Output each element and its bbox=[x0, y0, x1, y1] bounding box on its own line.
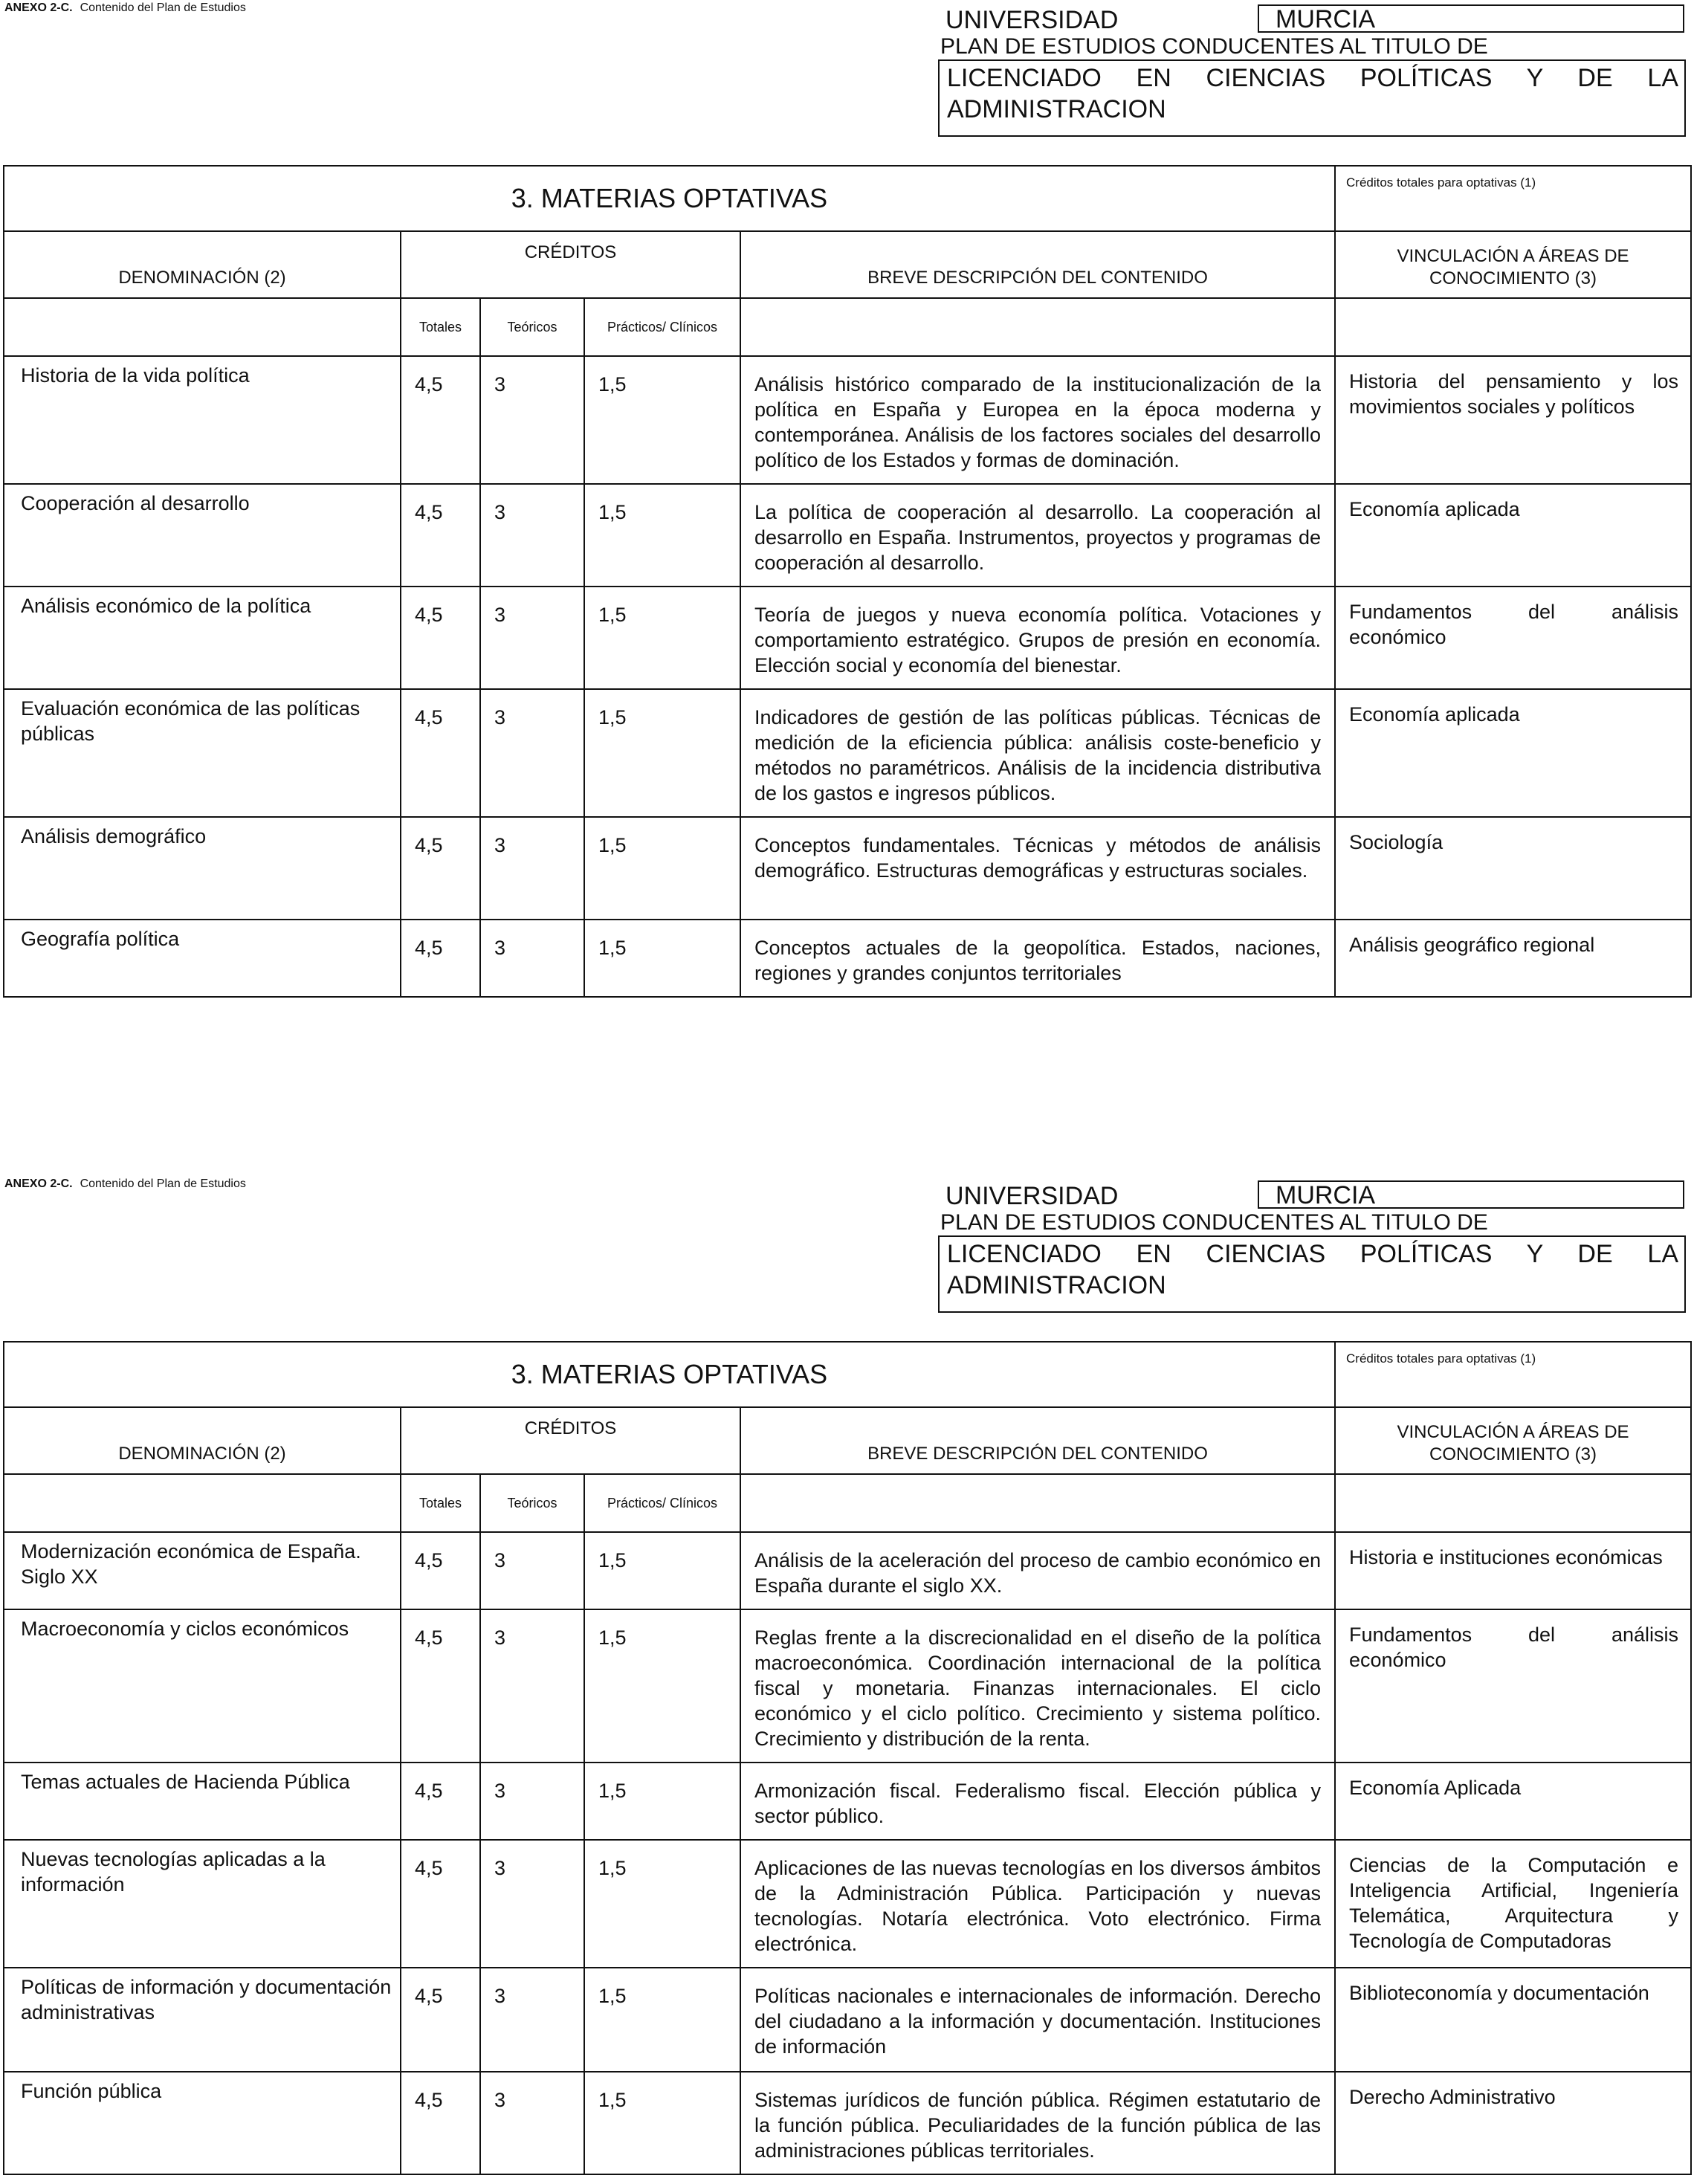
table-title: 3. MATERIAS OPTATIVAS bbox=[4, 166, 1335, 231]
cell-descripcion: Análisis de la aceleración del proceso de cambio económico en España durante el siglo XX. bbox=[740, 1532, 1335, 1609]
cell-practicos: 1,5 bbox=[584, 1532, 740, 1609]
col-header-creditos: CRÉDITOS bbox=[401, 231, 740, 298]
cell-teoricos: 3 bbox=[480, 1609, 584, 1763]
cell-practicos: 1,5 bbox=[584, 1609, 740, 1763]
cell-vinculacion: Sociología bbox=[1335, 817, 1691, 920]
subheader-practicos: Prácticos/ Clínicos bbox=[584, 1474, 740, 1532]
cell-practicos: 1,5 bbox=[584, 2072, 740, 2174]
materias-table bbox=[3, 1341, 1692, 2175]
table-row bbox=[4, 1840, 1691, 1968]
cell-totales: 4,5 bbox=[401, 1609, 480, 1763]
cell-vinculacion: Fundamentos del análisis económico bbox=[1335, 1609, 1691, 1763]
cell-teoricos: 3 bbox=[480, 689, 584, 817]
plan-label: PLAN DE ESTUDIOS CONDUCENTES AL TITULO DE bbox=[940, 1210, 1488, 1235]
cell-totales: 4,5 bbox=[401, 817, 480, 920]
cell-vinculacion: Biblioteconomía y documentación bbox=[1335, 1968, 1691, 2072]
subheader-blank bbox=[4, 1474, 401, 1532]
cell-teoricos: 3 bbox=[480, 587, 584, 689]
cell-vinculacion: Economía aplicada bbox=[1335, 484, 1691, 587]
cell-practicos: 1,5 bbox=[584, 484, 740, 587]
annex-header bbox=[4, 1, 246, 15]
table-row bbox=[4, 1609, 1691, 1763]
cell-descripcion: Conceptos actuales de la geopolítica. Estados, naciones, regiones y grandes conjuntos territoriales bbox=[740, 920, 1335, 997]
cell-denominacion: Modernización económica de España. Siglo XX bbox=[4, 1532, 401, 1609]
table-row bbox=[4, 1763, 1691, 1840]
cell-vinculacion: Economía Aplicada bbox=[1335, 1763, 1691, 1840]
cell-practicos: 1,5 bbox=[584, 689, 740, 817]
cell-teoricos: 3 bbox=[480, 817, 584, 920]
col-header-denominacion: DENOMINACIÓN (2) bbox=[4, 231, 401, 298]
col-header-descripcion: BREVE DESCRIPCIÓN DEL CONTENIDO bbox=[740, 231, 1335, 298]
col-header-creditos: CRÉDITOS bbox=[401, 1407, 740, 1474]
cell-descripcion: Teoría de juegos y nueva economía política. Votaciones y comportamiento estratégico. Grupos de presión en economía. Elección social y economía del bienestar. bbox=[740, 587, 1335, 689]
universidad-label: UNIVERSIDAD bbox=[945, 6, 1119, 34]
universidad-label: UNIVERSIDAD bbox=[945, 1182, 1119, 1210]
cell-practicos: 1,5 bbox=[584, 1968, 740, 2072]
materias-table bbox=[3, 165, 1692, 998]
table-row bbox=[4, 920, 1691, 997]
table-title: 3. MATERIAS OPTATIVAS bbox=[4, 1342, 1335, 1407]
titulo-field: LICENCIADO EN CIENCIAS POLÍTICAS Y DE LA ADMINISTRACION bbox=[938, 59, 1686, 137]
subheader-blank bbox=[740, 1474, 1335, 1532]
cell-vinculacion: Historia e instituciones económicas bbox=[1335, 1532, 1691, 1609]
table-row bbox=[4, 2072, 1691, 2174]
cell-vinculacion: Fundamentos del análisis económico bbox=[1335, 587, 1691, 689]
creditos-totales-label: Créditos totales para optativas (1) bbox=[1335, 166, 1691, 231]
cell-denominacion: Análisis demográfico bbox=[4, 817, 401, 920]
subheader-totales: Totales bbox=[401, 298, 480, 356]
table-row bbox=[4, 1968, 1691, 2072]
cell-teoricos: 3 bbox=[480, 1968, 584, 2072]
cell-vinculacion: Análisis geográfico regional bbox=[1335, 920, 1691, 997]
cell-descripcion: Políticas nacionales e internacionales de información. Derecho del ciudadano a la información y documentación. Instituciones de información bbox=[740, 1968, 1335, 2072]
subheader-blank bbox=[740, 298, 1335, 356]
cell-descripcion: La política de cooperación al desarrollo. La cooperación al desarrollo en España. Instrumentos, proyectos y programas de cooperación al desarrollo. bbox=[740, 484, 1335, 587]
cell-denominacion: Geografía política bbox=[4, 920, 401, 997]
cell-vinculacion: Historia del pensamiento y los movimientos sociales y políticos bbox=[1335, 356, 1691, 484]
table-row bbox=[4, 689, 1691, 817]
cell-teoricos: 3 bbox=[480, 356, 584, 484]
cell-descripcion: Aplicaciones de las nuevas tecnologías en los diversos ámbitos de la Administración Pública. Participación y nuevas tecnologías. Notaría electrónica. Voto electrónico. Firma electrónica. bbox=[740, 1840, 1335, 1968]
cell-teoricos: 3 bbox=[480, 2072, 584, 2174]
cell-totales: 4,5 bbox=[401, 1840, 480, 1968]
cell-vinculacion: Ciencias de la Computación e Inteligencia Artificial, Ingeniería Telemática, Arquitectura y Tecnología de Computadoras bbox=[1335, 1840, 1691, 1968]
cell-practicos: 1,5 bbox=[584, 1763, 740, 1840]
cell-totales: 4,5 bbox=[401, 1763, 480, 1840]
cell-totales: 4,5 bbox=[401, 356, 480, 484]
plan-label: PLAN DE ESTUDIOS CONDUCENTES AL TITULO DE bbox=[940, 34, 1488, 59]
table-row bbox=[4, 1532, 1691, 1609]
annex-text: Contenido del Plan de Estudios bbox=[80, 1177, 246, 1190]
subheader-blank bbox=[1335, 1474, 1691, 1532]
cell-denominacion: Nuevas tecnologías aplicadas a la información bbox=[4, 1840, 401, 1968]
cell-vinculacion: Economía aplicada bbox=[1335, 689, 1691, 817]
cell-totales: 4,5 bbox=[401, 2072, 480, 2174]
cell-totales: 4,5 bbox=[401, 920, 480, 997]
subheader-blank bbox=[1335, 298, 1691, 356]
cell-practicos: 1,5 bbox=[584, 1840, 740, 1968]
subheader-teoricos: Teóricos bbox=[480, 1474, 584, 1532]
cell-denominacion: Políticas de información y documentación administrativas bbox=[4, 1968, 401, 2072]
cell-vinculacion: Derecho Administrativo bbox=[1335, 2072, 1691, 2174]
cell-descripcion: Indicadores de gestión de las políticas públicas. Técnicas de medición de la eficiencia pública: análisis coste-beneficio y métodos no paramétricos. Análisis de la incidencia distributiva de los gastos e ingresos públicos. bbox=[740, 689, 1335, 817]
cell-teoricos: 3 bbox=[480, 484, 584, 587]
cell-teoricos: 3 bbox=[480, 1532, 584, 1609]
col-header-vinculacion: VINCULACIÓN A ÁREAS DE CONOCIMIENTO (3) bbox=[1335, 1407, 1691, 1474]
universidad-field: MURCIA bbox=[1258, 1180, 1684, 1209]
cell-denominacion: Evaluación económica de las políticas públicas bbox=[4, 689, 401, 817]
cell-totales: 4,5 bbox=[401, 1532, 480, 1609]
col-header-descripcion: BREVE DESCRIPCIÓN DEL CONTENIDO bbox=[740, 1407, 1335, 1474]
annex-label: ANEXO 2-C. bbox=[4, 1177, 73, 1190]
cell-descripcion: Conceptos fundamentales. Técnicas y métodos de análisis demográfico. Estructuras demográficas y estructuras sociales. bbox=[740, 817, 1335, 920]
cell-totales: 4,5 bbox=[401, 689, 480, 817]
table-row bbox=[4, 587, 1691, 689]
cell-denominacion: Historia de la vida política bbox=[4, 356, 401, 484]
universidad-field: MURCIA bbox=[1258, 4, 1684, 33]
subheader-totales: Totales bbox=[401, 1474, 480, 1532]
annex-text: Contenido del Plan de Estudios bbox=[80, 1, 246, 14]
cell-practicos: 1,5 bbox=[584, 817, 740, 920]
subheader-teoricos: Teóricos bbox=[480, 298, 584, 356]
cell-denominacion: Análisis económico de la política bbox=[4, 587, 401, 689]
table-row bbox=[4, 484, 1691, 587]
cell-denominacion: Macroeconomía y ciclos económicos bbox=[4, 1609, 401, 1763]
annex-label: ANEXO 2-C. bbox=[4, 1, 73, 14]
annex-header bbox=[4, 1177, 246, 1191]
cell-teoricos: 3 bbox=[480, 920, 584, 997]
cell-totales: 4,5 bbox=[401, 484, 480, 587]
cell-practicos: 1,5 bbox=[584, 920, 740, 997]
titulo-field: LICENCIADO EN CIENCIAS POLÍTICAS Y DE LA ADMINISTRACION bbox=[938, 1235, 1686, 1313]
subheader-practicos: Prácticos/ Clínicos bbox=[584, 298, 740, 356]
cell-totales: 4,5 bbox=[401, 587, 480, 689]
cell-teoricos: 3 bbox=[480, 1840, 584, 1968]
table-row bbox=[4, 817, 1691, 920]
cell-denominacion: Temas actuales de Hacienda Pública bbox=[4, 1763, 401, 1840]
cell-teoricos: 3 bbox=[480, 1763, 584, 1840]
cell-descripcion: Análisis histórico comparado de la institucionalización de la política en España y Europea en la época moderna y contemporánea. Análisis de los factores sociales del desarrollo político de los Estados y formas de dominación. bbox=[740, 356, 1335, 484]
cell-denominacion: Cooperación al desarrollo bbox=[4, 484, 401, 587]
cell-totales: 4,5 bbox=[401, 1968, 480, 2072]
col-header-denominacion: DENOMINACIÓN (2) bbox=[4, 1407, 401, 1474]
cell-practicos: 1,5 bbox=[584, 587, 740, 689]
table-row bbox=[4, 356, 1691, 484]
cell-practicos: 1,5 bbox=[584, 356, 740, 484]
cell-denominacion: Función pública bbox=[4, 2072, 401, 2174]
cell-descripcion: Armonización fiscal. Federalismo fiscal. Elección pública y sector público. bbox=[740, 1763, 1335, 1840]
col-header-vinculacion: VINCULACIÓN A ÁREAS DE CONOCIMIENTO (3) bbox=[1335, 231, 1691, 298]
cell-descripcion: Reglas frente a la discrecionalidad en el diseño de la política macroeconómica. Coordinación internacional de la política fiscal y monetaria. Finanzas internacionales. El ciclo económico y el ciclo político. Crecimiento y sistema político. Crecimiento y distribución de la renta. bbox=[740, 1609, 1335, 1763]
cell-descripcion: Sistemas jurídicos de función pública. Régimen estatutario de la función pública. Peculiaridades de la función pública de las administraciones públicas territoriales. bbox=[740, 2072, 1335, 2174]
creditos-totales-label: Créditos totales para optativas (1) bbox=[1335, 1342, 1691, 1407]
subheader-blank bbox=[4, 298, 401, 356]
